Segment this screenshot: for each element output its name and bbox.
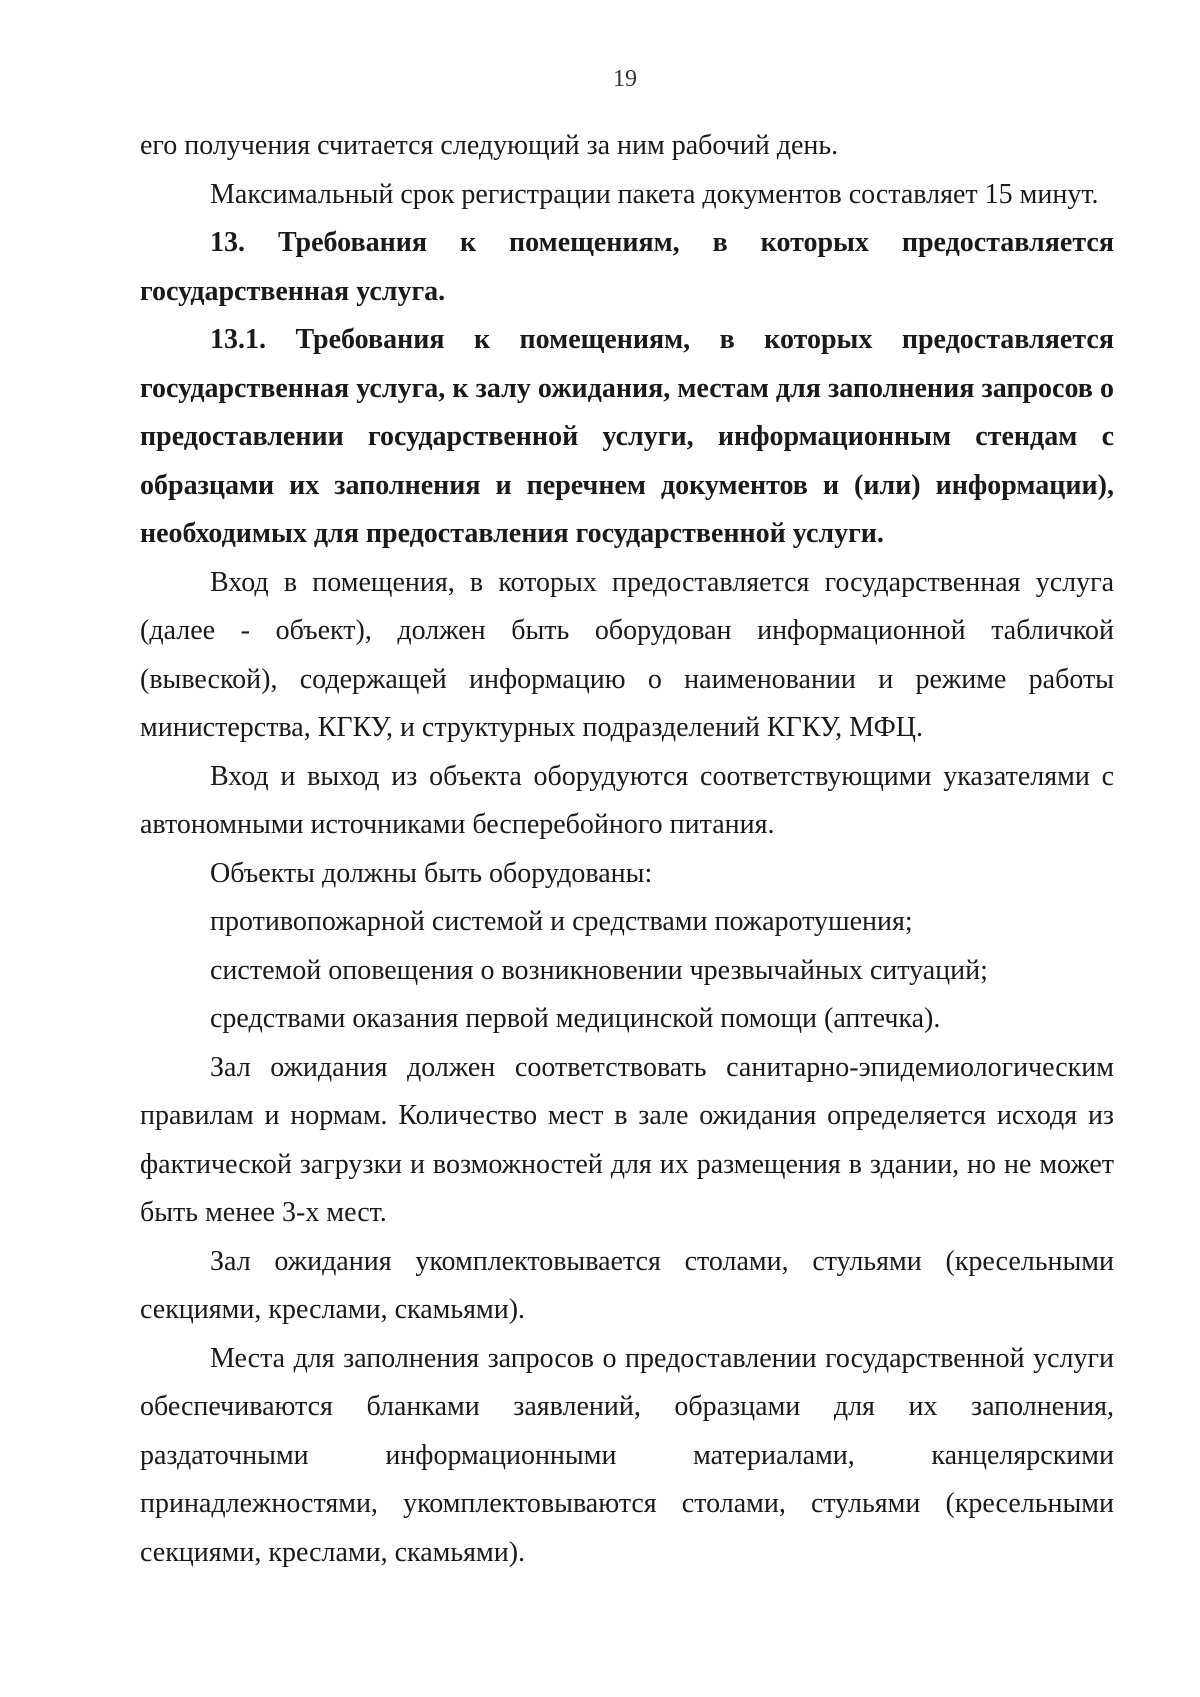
- list-item: средствами оказания первой медицинской помощи (аптечка).: [210, 1003, 941, 1034]
- subsection-heading: 13.1. Требования к помещениям, в которых предоставляется государственная услуга, к залу ожидания, местам для заполнения запросов о предоставлении государственной услуги, информационным стендам с образцами их заполнения и перечнем документов и (или) информации), необходимых для предоставления государственной услуги.: [140, 324, 1114, 549]
- body-paragraph: Зал ожидания укомплектовывается столами, стульями (кресельными секциями, креслами, скамьями).: [140, 1245, 1114, 1325]
- body-paragraph: Объекты должны быть оборудованы:: [210, 857, 653, 889]
- body-paragraph: Максимальный срок регистрации пакета документов составляет 15 минут.: [210, 178, 1099, 210]
- list-item: противопожарной системой и средствами пожаротушения;: [210, 906, 913, 937]
- body-paragraph: Места для заполнения запросов о предоставлении государственной услуги обеспечиваются бланками заявлений, образцами для их заполнения, раздаточными информационными материалами, канцелярскими принадлежностями, укомплектовываются столами, стульями (кресельными секциями, креслами, скамьями).: [140, 1342, 1114, 1568]
- body-paragraph: Вход и выход из объекта оборудуются соответствующими указателями с автономными источниками бесперебойного питания.: [140, 760, 1114, 840]
- body-paragraph: Вход в помещения, в которых предоставляется государственная услуга (далее - объект), должен быть оборудован информационной табличкой (вывеской), содержащей информацию о наименовании и режиме работы министерства, КГКУ, и структурных подразделений КГКУ, МФЦ.: [140, 566, 1114, 743]
- body-paragraph: Зал ожидания должен соответствовать санитарно-эпидемиологическим правилам и нормам. Количество мест в зале ожидания определяется исходя из фактической загрузки и возможностей для их размещения в здании, но не может быть менее 3-х мест.: [140, 1051, 1114, 1228]
- list-item: системой оповещения о возникновении чрезвычайных ситуаций;: [210, 954, 988, 986]
- page-number: 19: [613, 66, 637, 92]
- continuation-paragraph: его получения считается следующий за ним рабочий день.: [140, 130, 839, 161]
- document-body: [140, 122, 1114, 1577]
- section-heading: 13. Требования к помещениям, в которых предоставляется государственная услуга.: [140, 227, 1114, 307]
